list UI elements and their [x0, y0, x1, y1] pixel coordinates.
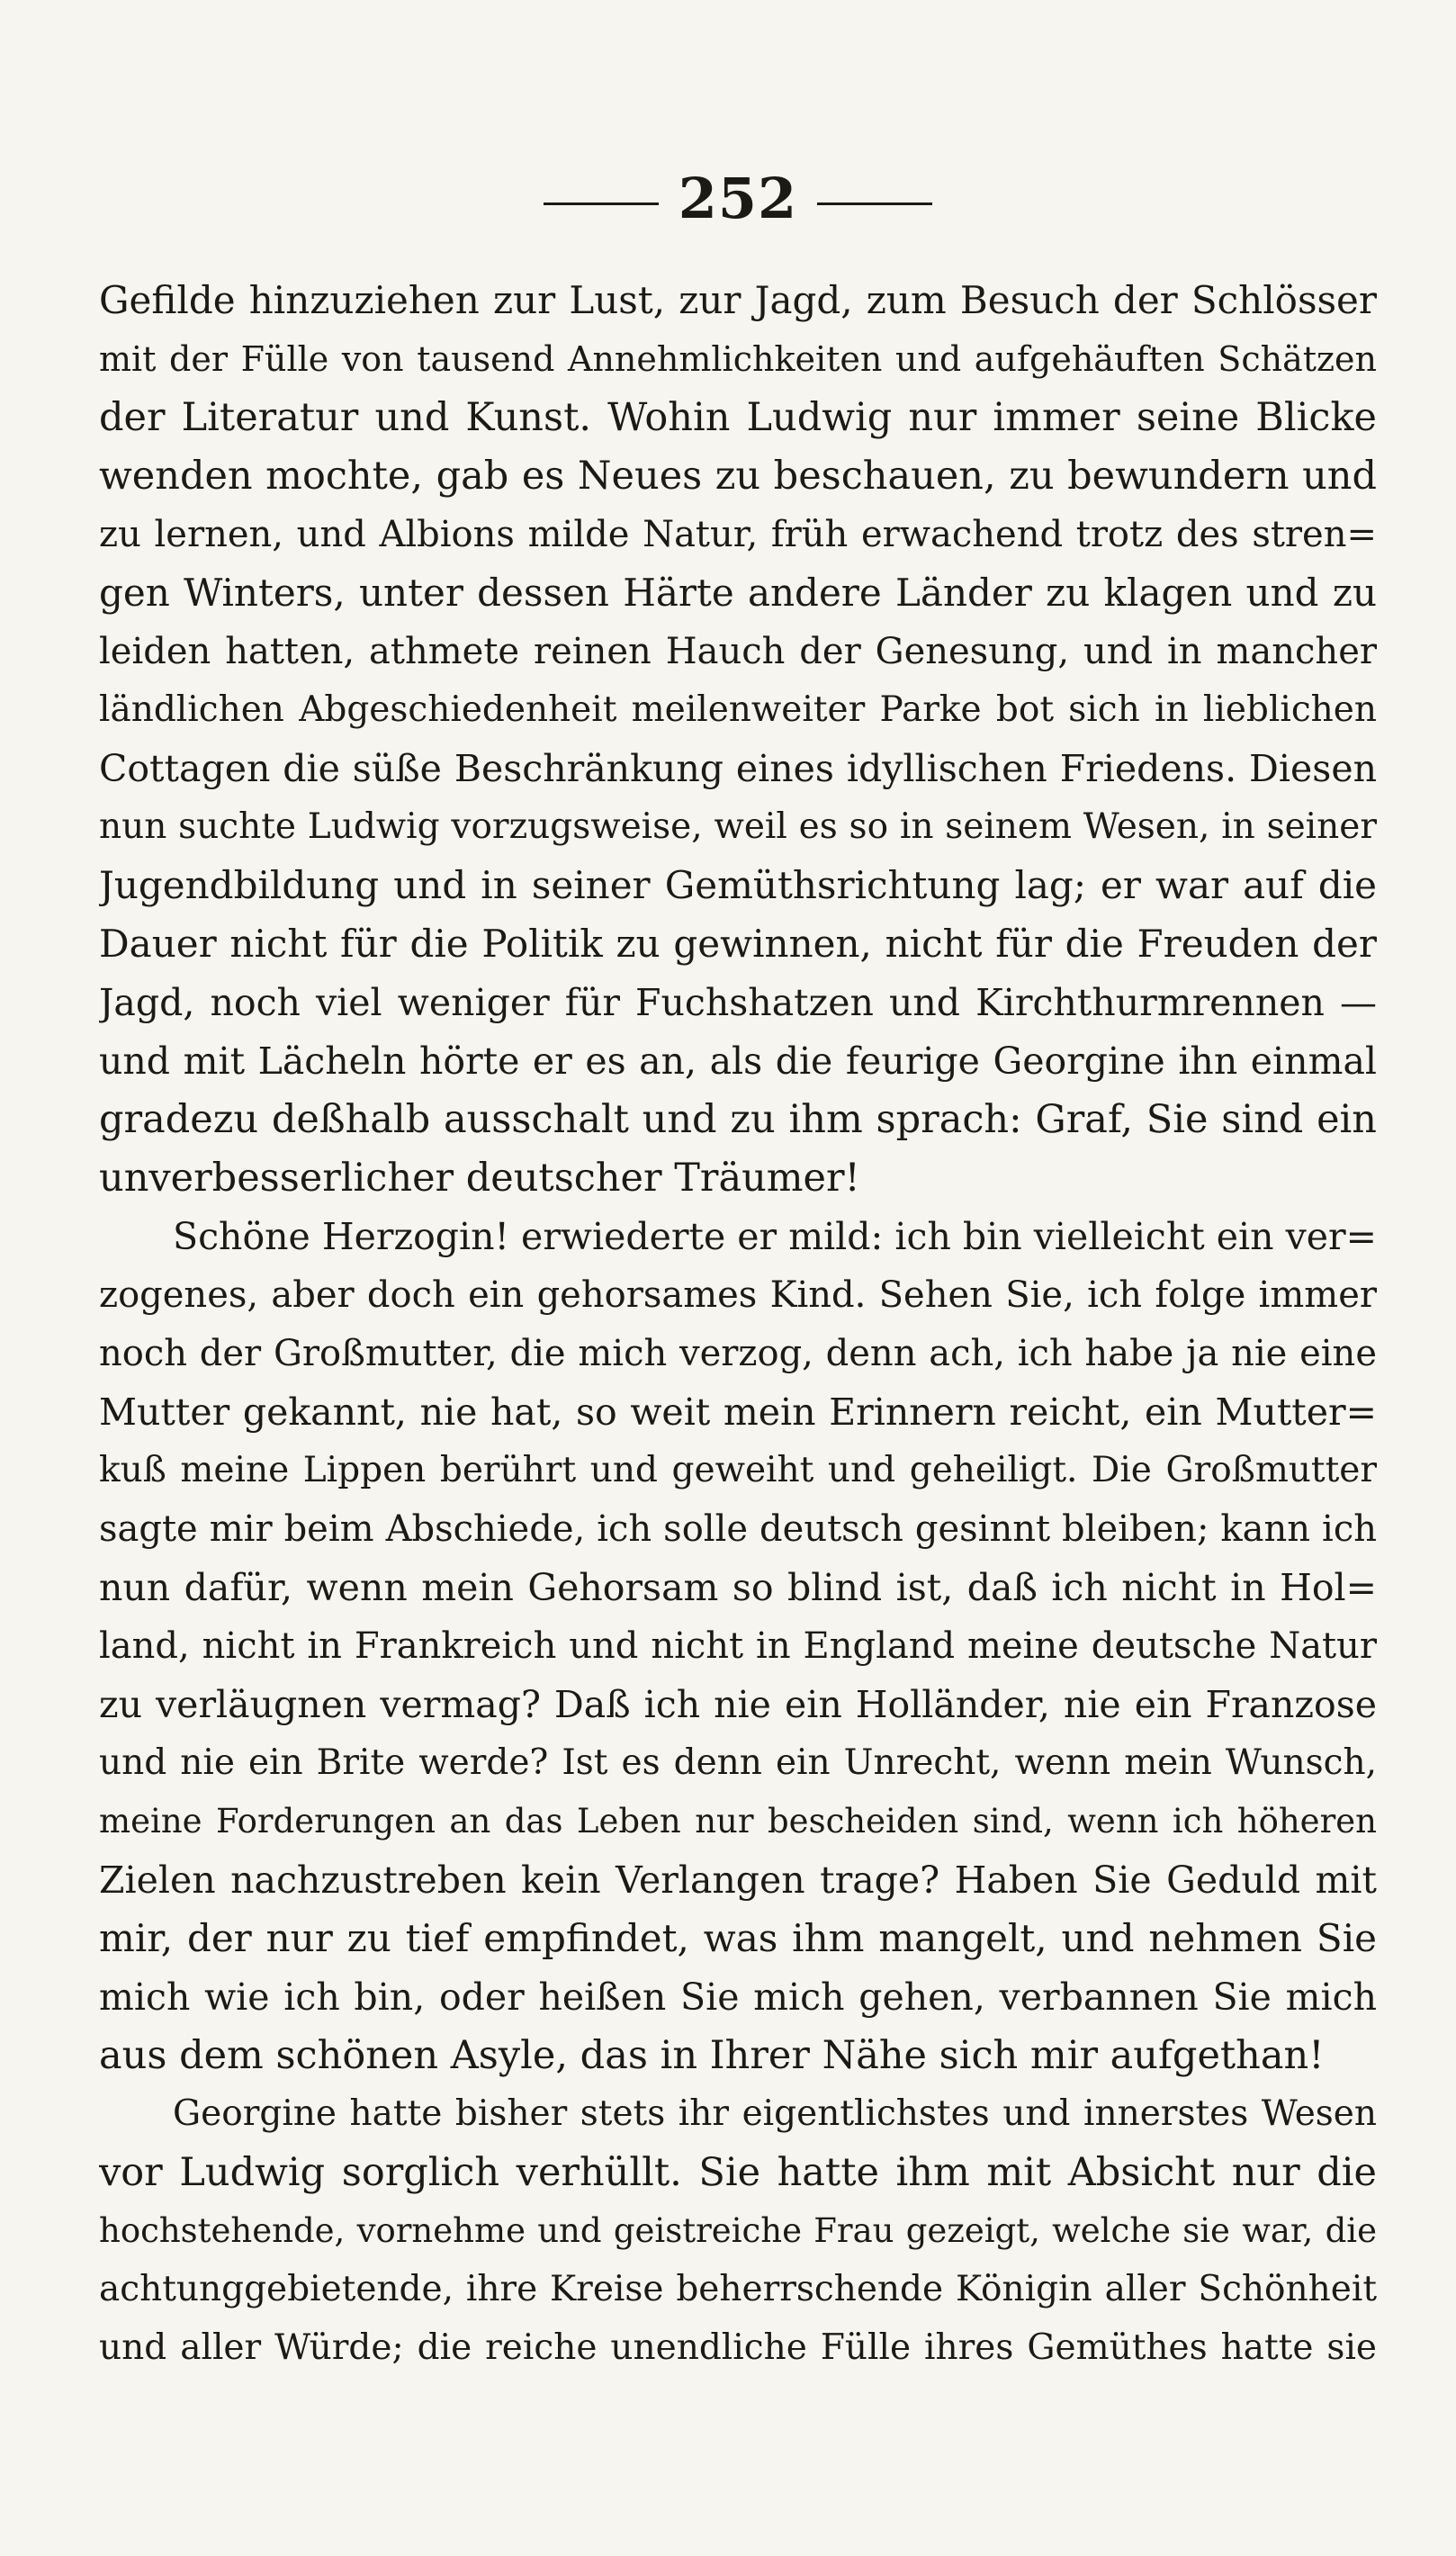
text-line: nun suchte Ludwig vorzugsweise, weil es so in seinem Wesen, in seiner — [99, 806, 1377, 847]
text-line: ländlichen Abgeschiedenheit meilenweiter Parke bot sich in lieblichen — [99, 689, 1377, 730]
text-line: Jagd, noch viel weniger für Fuchshatzen und Kirchthurmrennen — — [99, 981, 1377, 1024]
text-line: zu verläugnen vermag? Daß ich nie ein Holländer, nie ein Franzose — [99, 1683, 1377, 1726]
text-line: gradezu deßhalb ausschalt und zu ihm sprach: Graf, Sie sind ein — [99, 1097, 1377, 1142]
text-line: gen Winters, unter dessen Härte andere Länder zu klagen und zu — [99, 571, 1377, 615]
text-line: Gefilde hinzuziehen zur Lust, zur Jagd, zum Besuch der Schlösser — [99, 278, 1377, 322]
text-line: land, nicht in Frankreich und nicht in England meine deutsche Natur — [99, 1625, 1377, 1667]
text-line: noch der Großmutter, die mich verzog, denn ach, ich habe ja nie eine — [99, 1333, 1377, 1374]
text-line: Zielen nachzustreben kein Verlangen trage? Haben Sie Geduld mit — [99, 1858, 1377, 1902]
text-line: aus dem schönen Asyle, das in Ihrer Nähe sich mir aufgethan! — [99, 2033, 1325, 2078]
left-header-rule — [544, 202, 659, 205]
text-line: Cottagen die süße Beschränkung eines idyllischen Friedens. Diesen — [99, 747, 1377, 790]
text-line: achtunggebietende, ihre Kreise beherrschende Königin aller Schönheit — [99, 2269, 1377, 2309]
text-line: sagte mir beim Abschiede, ich solle deutsch gesinnt bleiben; kann ich — [99, 1508, 1377, 1550]
text-line: der Literatur und Kunst. Wohin Ludwig nur immer seine Blicke — [99, 395, 1377, 440]
text-line: Jugendbildung und in seiner Gemüthsrichtung lag; er war auf die — [99, 863, 1377, 907]
text-line: und nie ein Brite werde? Ist es denn ein Unrecht, wenn mein Wunsch, — [99, 1742, 1377, 1783]
text-line: Mutter gekannt, nie hat, so weit mein Erinnern reicht, ein Mutter= — [99, 1390, 1377, 1434]
text-line: meine Forderungen an das Leben nur bescheiden sind, wenn ich höheren — [99, 1802, 1377, 1840]
page-number-header — [99, 166, 1377, 231]
text-line: Dauer nicht für die Politik zu gewinnen, nicht für die Freuden der — [99, 922, 1377, 966]
text-line: vor Ludwig sorglich verhüllt. Sie hatte ihm mit Absicht nur die — [99, 2150, 1377, 2195]
text-line: unverbesserlicher deutscher Träumer! — [99, 1156, 860, 1201]
right-header-rule — [817, 202, 932, 205]
text-line: mir, der nur zu tief empfindet, was ihm mangelt, und nehmen Sie — [99, 1916, 1377, 1960]
page-number: 252 — [678, 166, 798, 231]
text-line: mich wie ich bin, oder heißen Sie mich gehen, verbannen Sie mich — [99, 1976, 1377, 2019]
book-page — [99, 166, 1377, 2475]
text-line: nun dafür, wenn mein Gehorsam so blind ist, daß ich nicht in Hol= — [99, 1566, 1377, 1609]
text-line: und mit Lächeln hörte er es an, als die feurige Georgine ihn einmal — [99, 1040, 1377, 1083]
text-line: wenden mochte, gab es Neues zu beschauen, zu bewundern und — [99, 454, 1377, 499]
text-line: leiden hatten, athmete reinen Hauch der Genesung, und in mancher — [99, 631, 1377, 672]
text-line: Georgine hatte bisher stets ihr eigentlichstes und innerstes Wesen — [173, 2093, 1377, 2134]
text-line: mit der Fülle von tausend Annehmlichkeiten und aufgehäuften Schätzen — [99, 339, 1377, 379]
text-line: und aller Würde; die reiche unendliche Fülle ihres Gemüthes hatte sie — [99, 2327, 1377, 2368]
text-line: zogenes, aber doch ein gehorsames Kind. Sehen Sie, ich folge immer — [99, 1274, 1377, 1316]
text-line: kuß meine Lippen berührt und geweiht und geheiligt. Die Großmutter — [99, 1450, 1377, 1490]
text-line: zu lernen, und Albions milde Natur, früh erwachend trotz des stren= — [99, 514, 1377, 555]
text-line: hochstehende, vornehme und geistreiche Frau gezeigt, welche sie war, die — [99, 2211, 1377, 2250]
text-line: Schöne Herzogin! erwiederte er mild: ich bin vielleicht ein ver= — [173, 1215, 1377, 1258]
